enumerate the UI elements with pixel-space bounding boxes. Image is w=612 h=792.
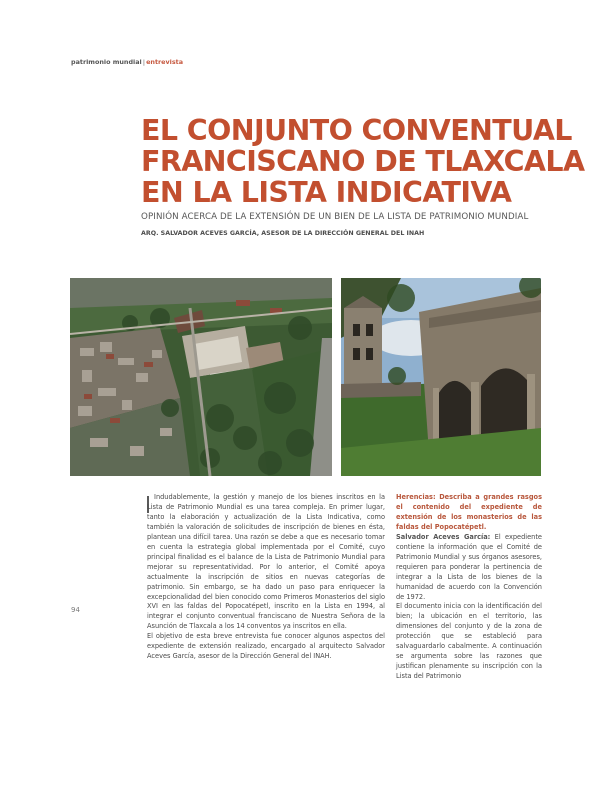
section-label	[71, 58, 183, 66]
article-title	[141, 114, 585, 209]
page-number: 94	[71, 606, 80, 614]
body-paragraph: Indudablemente, la gestión y manejo de los bienes inscritos en la Lista de Patrimonio Mundial es una tarea compleja. En primer lugar, tanto la elaboración y actualización de la Lista Indicativa, como también la valoración de solicitudes de inscripción de bienes en ésta, plantean una difícil tarea. Una razón se debe a que es necesario tomar en cuenta la estrategia global implementada por el Comité, cuyo principal finalidad es el balance de la Lista de Patrimonio Mundial para mejorar su representatividad. Por lo anterior, el Comité apoya actualmente la inscripción de sitios en nuevas categorías de patrimonio. Sin embargo, se ha dado un paso para enriquecer la excepcionalidad del bien conocido como Primeros Monasterios del siglo XVI en las faldas del Popocatépetl, inscrito en la Lista en 1994, al integrar el conjunto conventual franciscano de Nuestra Señora de la Asunción de Tlaxcala a los 14 conventos ya inscritos en ella.	[147, 493, 385, 631]
section-separator: |	[142, 58, 146, 66]
article-subtitle: OPINIÓN ACERCA DE LA EXTENSIÓN DE UN BIEN DE LA LISTA DE PATRIMONIO MUNDIAL	[141, 212, 529, 222]
title-line-2: FRANCISCANO DE TLAXCALA	[141, 145, 585, 178]
interview-answer: El documento inicia con la identificación del bien; la ubicación en el territorio, las dimensiones del conjunto y de la zona de protección que se estableció para salvaguardarlo cabalmente. A continuación se argumenta sobre las razones que justifican plenamente su inscripción con la Lista del Patrimonio	[396, 602, 542, 681]
interview-question: Herencias: Describa a grandes rasgos el contenido del expediente de extensión de los monasterios de las faldas del Popocatépetl.	[396, 493, 542, 531]
body-column-right	[396, 493, 542, 682]
cloister-photo	[341, 278, 541, 476]
body-column-left	[147, 493, 385, 662]
interview-speaker: Salvador Aceves García:	[396, 532, 491, 541]
body-paragraph: El objetivo de esta breve entrevista fue conocer algunos aspectos del expediente de extensión realizado, encargado al arquitecto Salvador Aceves García, asesor de la Dirección General del INAH.	[147, 632, 385, 661]
article-byline: ARQ. SALVADOR ACEVES GARCÍA, ASESOR DE LA DIRECCIÓN GENERAL DEL INAH	[141, 230, 425, 237]
title-line-1: EL CONJUNTO CONVENTUAL	[141, 114, 572, 147]
section-name: patrimonio mundial	[71, 58, 142, 66]
title-line-3: EN LA LISTA INDICATIVA	[141, 176, 512, 209]
interview-answer: El expediente contiene la información que el Comité de Patrimonio Mundial y sus órganos asesores, requieren para ponderar la pertinencia de integrar a la Lista de los bienes de la humanidad de acuerdo con la Convención de 1972.	[396, 532, 542, 601]
aerial-photo	[70, 278, 332, 476]
subsection-name: entrevista	[146, 58, 184, 66]
